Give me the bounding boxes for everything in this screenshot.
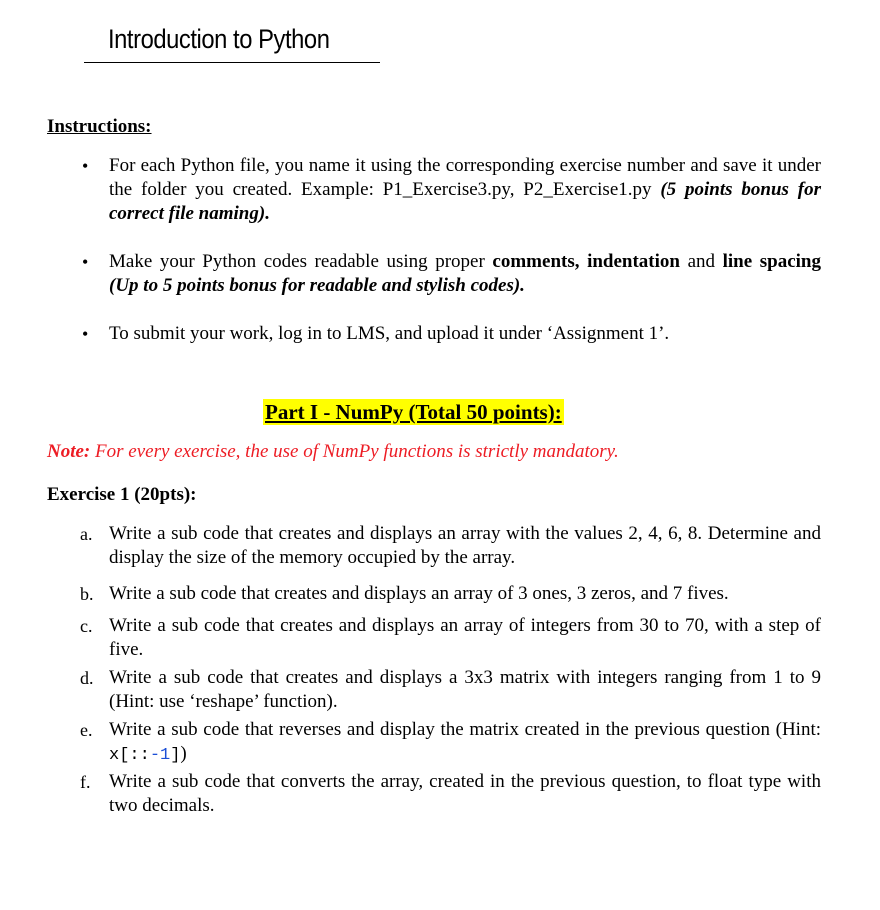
code-part: x[:: xyxy=(109,746,150,765)
bullet-bold: line spacing xyxy=(722,251,821,272)
title-underline xyxy=(84,62,380,63)
bullet-icon: • xyxy=(82,156,89,176)
note-text: For every exercise, the use of NumPy functions is strictly mandatory. xyxy=(90,441,619,462)
code-number: -1 xyxy=(149,746,171,765)
note-label: Note: xyxy=(47,441,91,462)
code-part: ] xyxy=(170,746,181,765)
bullet-text: For each Python file, you name it using the corresponding exercise number and save it under the folder you created. Example: P1_Exercise3.py, P2_Exercise1.py xyxy=(109,155,821,200)
bullet-text: Make your Python codes readable using proper xyxy=(109,251,493,272)
exercise-item-d: Write a sub code that creates and displays a 3x3 matrix with integers ranging from 1 to 9 (Hint: use ‘reshape’ function). xyxy=(109,667,821,712)
instruction-bullet-readability xyxy=(109,250,821,298)
document-title: Introduction to Python xyxy=(108,24,330,54)
item-letter: d. xyxy=(80,668,94,688)
bullet-emphasis: (5 points bonus for correct file naming). xyxy=(109,179,821,224)
exercise-item-e xyxy=(109,718,821,768)
bullet-text: To submit your work, log in to LMS, and upload it under ‘Assignment 1’. xyxy=(109,323,670,344)
item-text: Write a sub code that reverses and display the matrix created in the previous question (Hint: xyxy=(109,719,821,740)
note xyxy=(47,441,619,463)
exercise-item-c: Write a sub code that creates and displays an array of integers from 30 to 70, with a step of five. xyxy=(109,615,821,660)
exercise-item-f: Write a sub code that converts the array, created in the previous question, to float type with two decimals. xyxy=(109,771,821,816)
exercise-heading: Exercise 1 (20pts): xyxy=(47,484,197,505)
item-letter: e. xyxy=(80,720,93,740)
bullet-icon: • xyxy=(82,252,89,272)
bullet-text: and xyxy=(679,251,723,272)
part-heading: Part I - NumPy (Total 50 points): xyxy=(265,400,562,424)
item-letter: a. xyxy=(80,524,93,544)
item-letter: b. xyxy=(80,584,94,604)
item-letter: c. xyxy=(80,616,93,636)
instruction-bullet-naming xyxy=(109,154,821,226)
item-letter: f. xyxy=(80,772,91,792)
instructions-heading: Instructions: xyxy=(47,116,152,137)
instruction-bullet-submit xyxy=(109,322,821,346)
item-text-end: ) xyxy=(180,743,187,764)
exercise-item-a: Write a sub code that creates and displays an array with the values 2, 4, 6, 8. Determine and display the size of the memory occupied by the array. xyxy=(109,523,821,568)
bullet-emphasis: (Up to 5 points bonus for readable and stylish codes). xyxy=(109,275,525,296)
bullet-icon: • xyxy=(82,324,89,344)
exercise-item-b: Write a sub code that creates and displays an array of 3 ones, 3 zeros, and 7 fives. xyxy=(109,583,729,604)
bullet-bold: comments, indentation xyxy=(492,251,680,272)
code-snippet xyxy=(109,746,180,765)
